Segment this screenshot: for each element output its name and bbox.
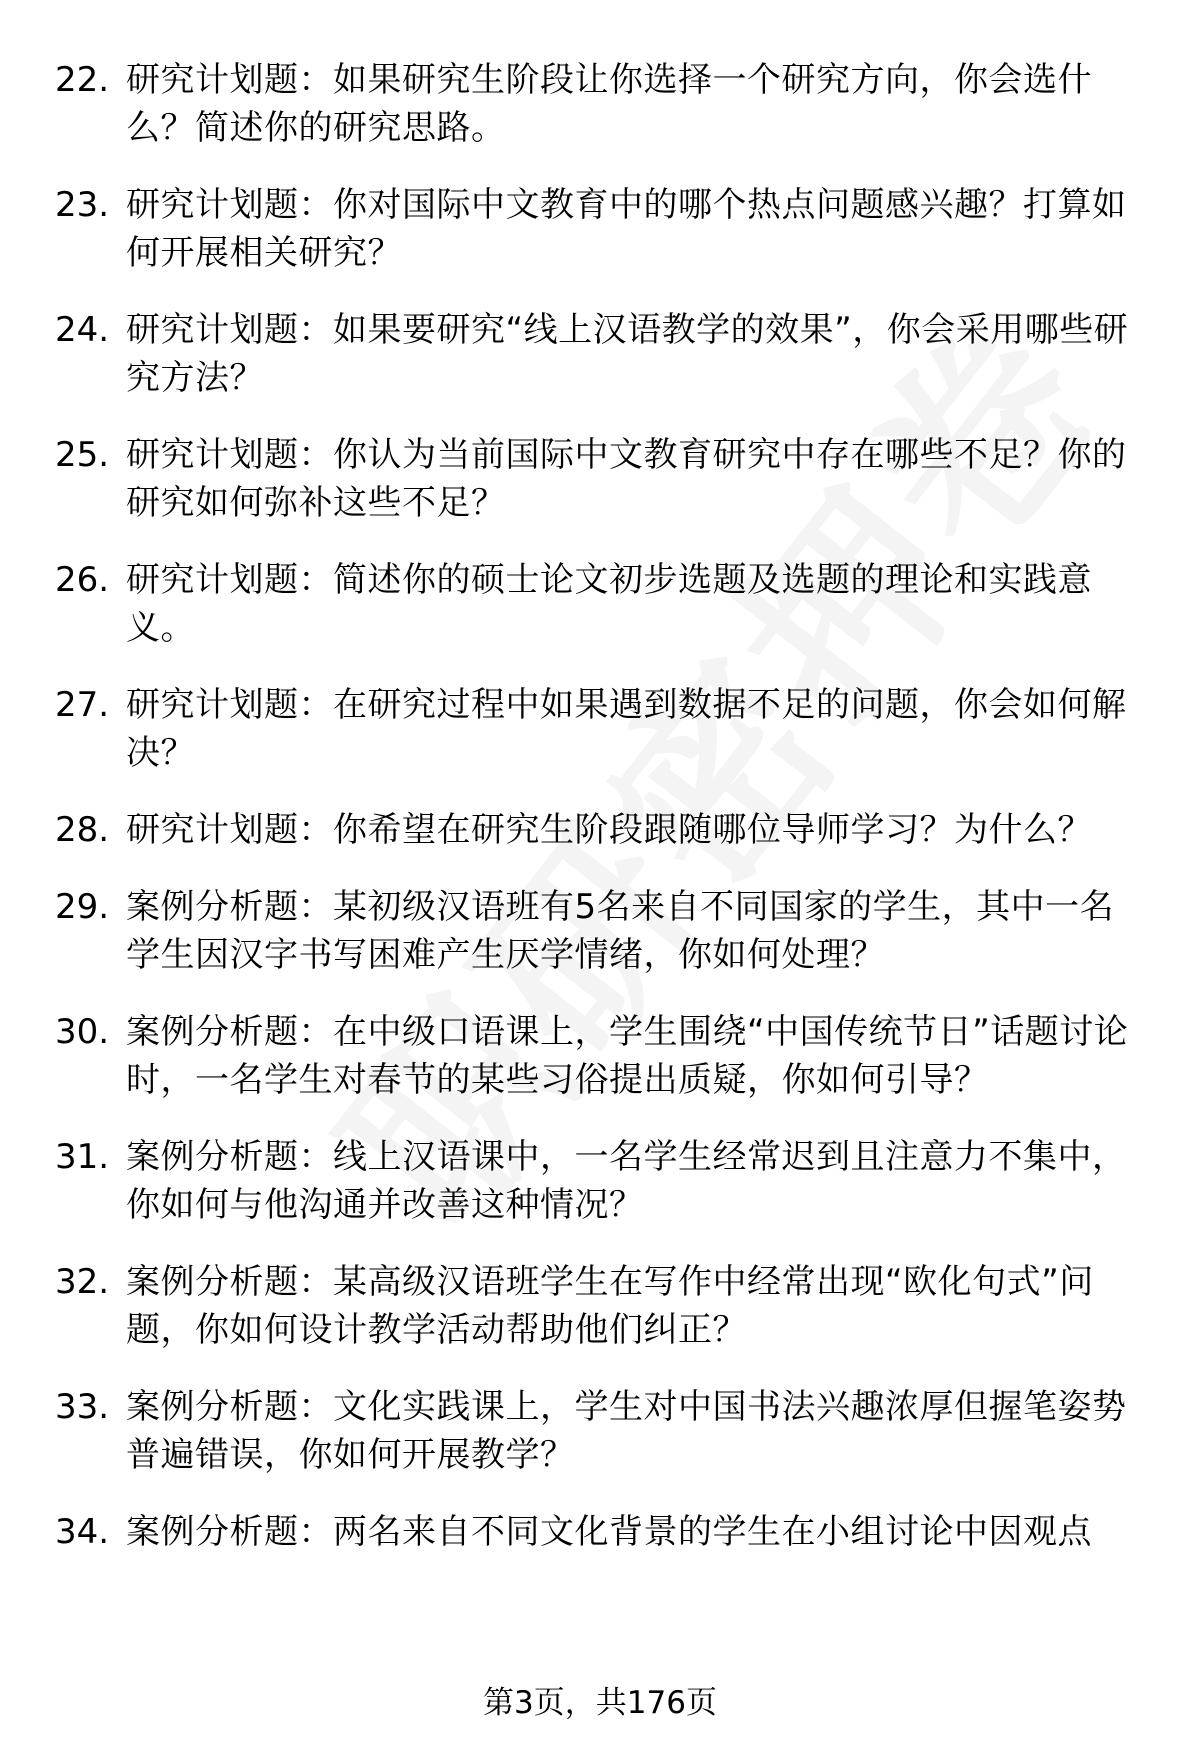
question-text: 案例分析题：在中级口语课上，学生围绕“中国传统节日”话题讨论时，一名学生对春节的某些习俗提出质疑，你如何引导？: [126, 1012, 1129, 1100]
question-number: 27.: [55, 685, 110, 725]
question-number: 29.: [55, 887, 110, 927]
question-item: [0, 1258, 1200, 1354]
question-text: 研究计划题：你认为当前国际中文教育研究中存在哪些不足？你的研究如何弥补这些不足？: [126, 435, 1127, 523]
question-item: [0, 56, 1200, 152]
question-list: [0, 56, 1200, 1585]
question-text: 研究计划题：如果要研究“线上汉语教学的效果”，你会采用哪些研究方法？: [126, 310, 1129, 398]
question-number: 22.: [55, 60, 110, 100]
question-text: 案例分析题：文化实践课上，学生对中国书法兴趣浓厚但握笔姿势普遍错误，你如何开展教学？: [126, 1387, 1127, 1475]
question-number: 26.: [55, 560, 110, 600]
question-number: 24.: [55, 310, 110, 350]
question-text: 案例分析题：某高级汉语班学生在写作中经常出现“欧化句式”问题，你如何设计教学活动帮助他们纠正？: [126, 1262, 1094, 1350]
question-number: 32.: [55, 1262, 110, 1302]
question-text: 案例分析题：线上汉语课中，一名学生经常迟到且注意力不集中，你如何与他沟通并改善这种情况？: [126, 1137, 1127, 1225]
question-number: 25.: [55, 435, 110, 475]
question-item: [0, 1508, 1200, 1556]
question-text: 研究计划题：在研究过程中如果遇到数据不足的问题，你会如何解决？: [126, 685, 1127, 773]
question-item: [0, 306, 1200, 402]
question-number: 31.: [55, 1137, 110, 1177]
question-item: [0, 431, 1200, 527]
question-item: [0, 883, 1200, 979]
question-item: [0, 681, 1200, 777]
question-number: 30.: [55, 1012, 110, 1052]
question-text: 研究计划题：简述你的硕士论文初步选题及选题的理论和实践意义。: [126, 560, 1092, 648]
question-item: [0, 1383, 1200, 1479]
question-text: 研究计划题：你希望在研究生阶段跟随哪位导师学习？为什么？: [126, 810, 1092, 850]
question-number: 33.: [55, 1387, 110, 1427]
question-text: 案例分析题：两名来自不同文化背景的学生在小组讨论中因观点: [126, 1512, 1092, 1552]
question-number: 34.: [55, 1512, 110, 1552]
page-number: 第3页，共176页: [483, 1685, 717, 1721]
question-text: 研究计划题：你对国际中文教育中的哪个热点问题感兴趣？打算如何开展相关研究？: [126, 185, 1127, 273]
question-item: [0, 806, 1200, 854]
question-text: 案例分析题：某初级汉语班有5名来自不同国家的学生，其中一名学生因汉字书写困难产生厌学情绪，你如何处理？: [126, 887, 1115, 975]
question-item: [0, 1133, 1200, 1229]
question-text: 研究计划题：如果研究生阶段让你选择一个研究方向，你会选什么？简述你的研究思路。: [126, 60, 1092, 148]
question-number: 28.: [55, 810, 110, 850]
question-item: [0, 181, 1200, 277]
question-item: [0, 556, 1200, 652]
page-footer: [0, 1683, 1200, 1723]
question-number: 23.: [55, 185, 110, 225]
question-item: [0, 1008, 1200, 1104]
